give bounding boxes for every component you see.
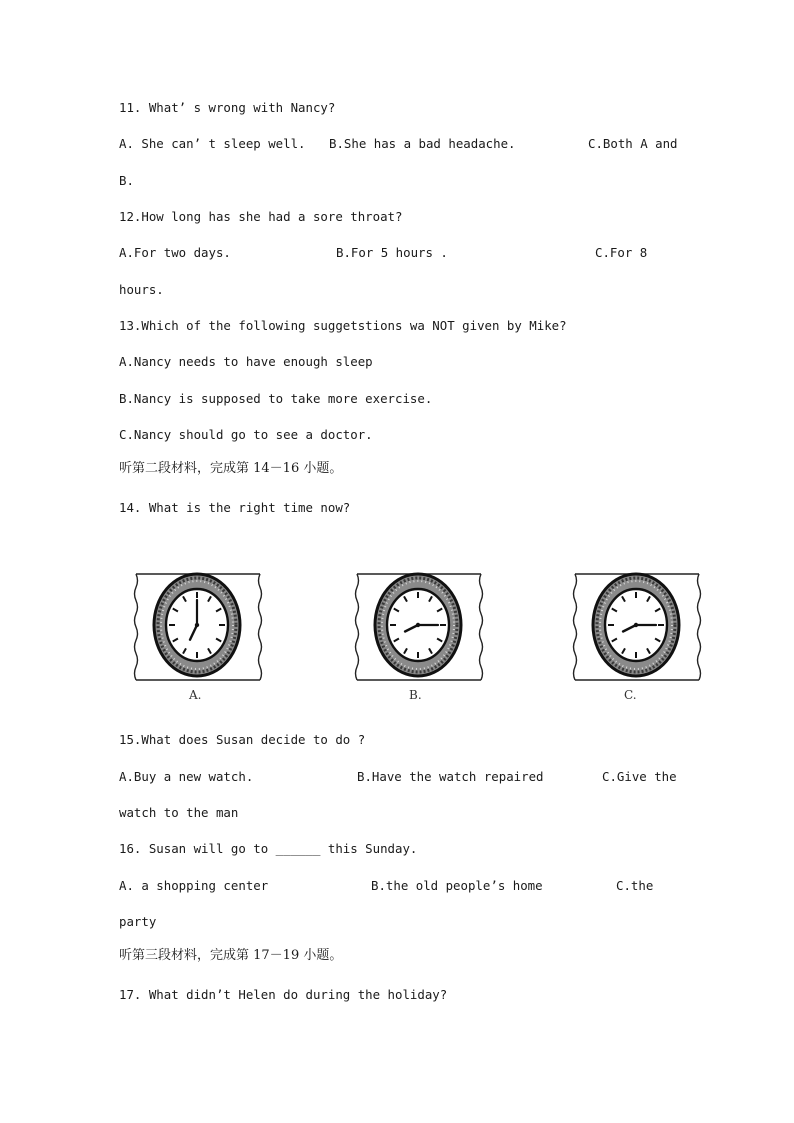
q12-option-b: B.For 5 hours . — [336, 245, 448, 260]
q16-option-c: C.the — [616, 878, 654, 893]
q13-option-c: C.Nancy should go to see a doctor. — [119, 427, 373, 442]
q15-option-c: C.Give the — [602, 769, 677, 784]
q11-option-b: B.She has a bad headache. — [329, 136, 516, 151]
q12-option-c: C.For 8 — [595, 245, 648, 260]
q13-question: 13.Which of the following suggetstions wa NOT given by Mike? — [119, 318, 567, 333]
q12-question: 12.How long has she had a sore throat? — [119, 209, 403, 224]
q11-option-c: C.Both A and — [588, 136, 678, 151]
q15-option-a: A.Buy a new watch. — [119, 769, 254, 784]
section3-instruction: 听第三段材料，完成第 17－19 小题。 — [119, 948, 343, 963]
clock-c-image — [561, 568, 711, 688]
q13-option-b: B.Nancy is supposed to take more exercise. — [119, 391, 433, 406]
q11-question: 11. What’ s wrong with Nancy? — [119, 100, 336, 115]
q13-option-a: A.Nancy needs to have enough sleep — [119, 354, 373, 369]
clock-b-image — [343, 568, 493, 688]
q16-option-a: A. a shopping center — [119, 878, 269, 893]
q12-option-c-wrap: hours. — [119, 282, 164, 297]
q15-option-b: B.Have the watch repaired — [357, 769, 544, 784]
clock-c-label: C. — [624, 688, 637, 702]
q11-option-c-wrap: B. — [119, 173, 134, 188]
clock-b-label: B. — [409, 688, 422, 702]
q15-option-c-wrap: watch to the man — [119, 805, 239, 820]
q16-question: 16. Susan will go to ______ this Sunday. — [119, 841, 418, 856]
clock-a-image — [122, 568, 272, 688]
section2-instruction: 听第二段材料，完成第 14－16 小题。 — [119, 461, 343, 476]
q15-question: 15.What does Susan decide to do ? — [119, 732, 366, 747]
q14-question: 14. What is the right time now? — [119, 500, 351, 515]
clock-a-label: A. — [189, 688, 202, 702]
q17-question: 17. What didn’t Helen do during the holiday? — [119, 987, 448, 1002]
q11-option-a: A. She can’ t sleep well. — [119, 136, 306, 151]
q12-option-a: A.For two days. — [119, 245, 231, 260]
q16-option-b: B.the old people’s home — [371, 878, 543, 893]
q16-option-c-wrap: party — [119, 914, 157, 929]
